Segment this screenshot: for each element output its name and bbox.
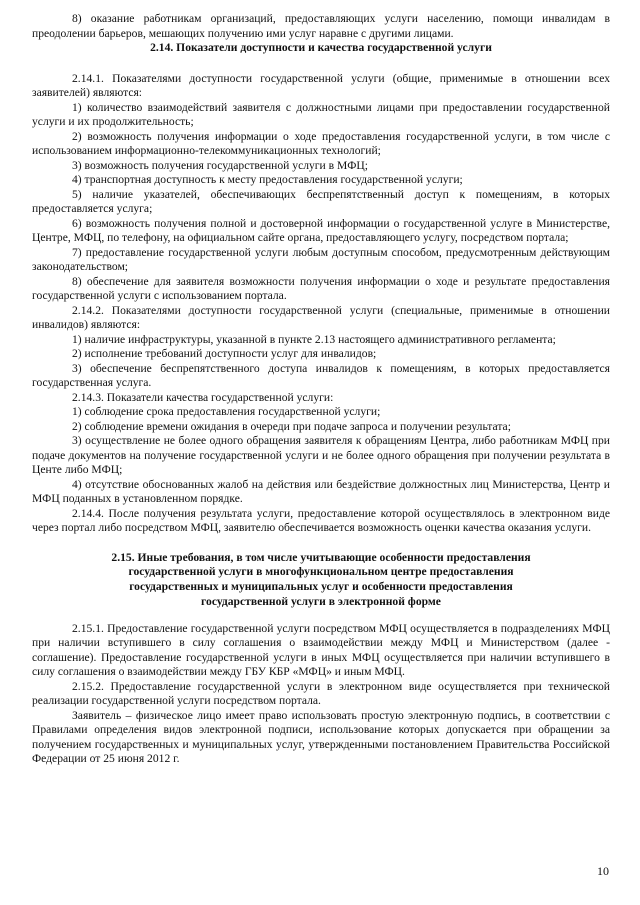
paragraph: 2.14.4. После получения результата услуги, предоставление которой осуществлялось в электронном виде через портал либо посредством МФЦ, заявителю обеспечивается возможность оценки качества оказания услуги. <box>32 506 610 534</box>
paragraph: 2.14.2. Показателями доступности государственной услуги (специальные, применимые в отношении инвалидов) являются: <box>32 303 610 331</box>
paragraph: 5) наличие указателей, обеспечивающих беспрепятственный доступ к помещениям, в которых предоставляется услуга; <box>32 187 610 215</box>
section-heading-2-14: 2.14. Показатели доступности и качества государственной услуги <box>150 41 492 54</box>
spacer <box>32 536 610 547</box>
paragraph: 6) возможность получения полной и достоверной информации о государственной услуге в Министерстве, Центре, МФЦ, по телефону, на официальном сайте органа, предоставляющего услугу, посредством портала; <box>32 216 610 244</box>
document-page <box>32 12 610 767</box>
paragraph: 4) транспортная доступность к месту предоставления государственной услуги; <box>72 173 463 186</box>
section-heading-2-15 <box>32 551 610 610</box>
section-2-14-body <box>32 72 610 536</box>
paragraph: 3) обеспечение беспрепятственного доступа инвалидов к помещениям, в которых предоставляется государственная услуга. <box>32 361 610 389</box>
heading-line: государственной услуги в многофункциональном центре предоставления <box>128 565 514 579</box>
paragraph: 2.14.1. Показателями доступности государственной услуги (общие, применимые в отношении всех заявителей) являются: <box>32 71 610 99</box>
heading-line: государственной услуги в электронной форме <box>201 594 441 608</box>
paragraph: 4) отсутствие обоснованных жалоб на действия или бездействие должностных лиц Министерства, Центр и МФЦ поданных в установленном порядке. <box>32 477 610 505</box>
paragraph: 1) наличие инфраструктуры, указанной в пункте 2.13 настоящего административного регламента; <box>72 332 556 346</box>
paragraph: 7) предоставление государственной услуги любым доступным способом, предусмотренным действующим законодательством; <box>32 245 610 273</box>
paragraph: 3) осуществление не более одного обращения заявителя к обращениям Центра, либо работникам МФЦ при подаче документов на получение государственной услуги и не более одного обращения при получении результата в Центе либо МФЦ; <box>32 434 610 476</box>
paragraph: 1) соблюдение срока предоставления государственной услуги; <box>72 405 381 418</box>
page-number: 10 <box>597 864 609 878</box>
heading-line: 2.15. Иные требования, в том числе учитывающие особенности предоставления <box>111 550 531 564</box>
paragraph: Заявитель – физическое лицо имеет право использовать простую электронную подпись, в соответствии с Правилами определения видов электронной подписи, использование которых допускается при обращении за получением государственных и муниципальных услуг, утвержденными постановлением Правительства Российской Федерации от 25 июня 2012 г. <box>32 708 610 766</box>
paragraph: 2) возможность получения информации о ходе предоставления государственной услуги, в том числе с использованием информационно-телекоммуникационных технологий; <box>32 129 610 157</box>
paragraph: 8) обеспечение для заявителя возможности получения информации о ходе и результате предоставления государственной услуги с использованием портала. <box>32 274 610 302</box>
section-2-15-body <box>32 622 610 767</box>
paragraph: 2) соблюдение времени ожидания в очереди при подаче запроса и получении результата; <box>72 419 511 433</box>
paragraph: 2) исполнение требований доступности услуг для инвалидов; <box>72 347 377 360</box>
paragraph: 2.14.3. Показатели качества государственной услуги: <box>72 390 334 404</box>
paragraph: 3) возможность получения государственной услуги в МФЦ; <box>72 158 368 172</box>
paragraph: 2.15.2. Предоставление государственной услуги в электронном виде осуществляется при технической реализации государственной услуги посредством портала. <box>32 679 610 708</box>
paragraph: 1) количество взаимодействий заявителя с должностными лицами при предоставлении государственной услуги и их продолжительность; <box>32 100 610 128</box>
paragraph: 2.15.1. Предоставление государственной услуги посредством МФЦ осуществляется в подразделениях МФЦ при наличии вступившего в силу соглашения о взаимодействии между МФЦ и Министерством (далее - соглашение). Предоставление государственной услуги в иных МФЦ осуществляется при наличии вступившего в силу соглашения о взаимодействии между ГБУ КБР «МФЦ» и иным МФЦ. <box>32 621 610 679</box>
paragraph: 8) оказание работникам организаций, предоставляющих услуги населению, помощи инвалидам в преодолении барьеров, мешающих получению ими услуг наравне с другими лицами. <box>32 12 610 40</box>
heading-line: государственных и муниципальных услуг и особенности предоставления <box>129 580 513 594</box>
